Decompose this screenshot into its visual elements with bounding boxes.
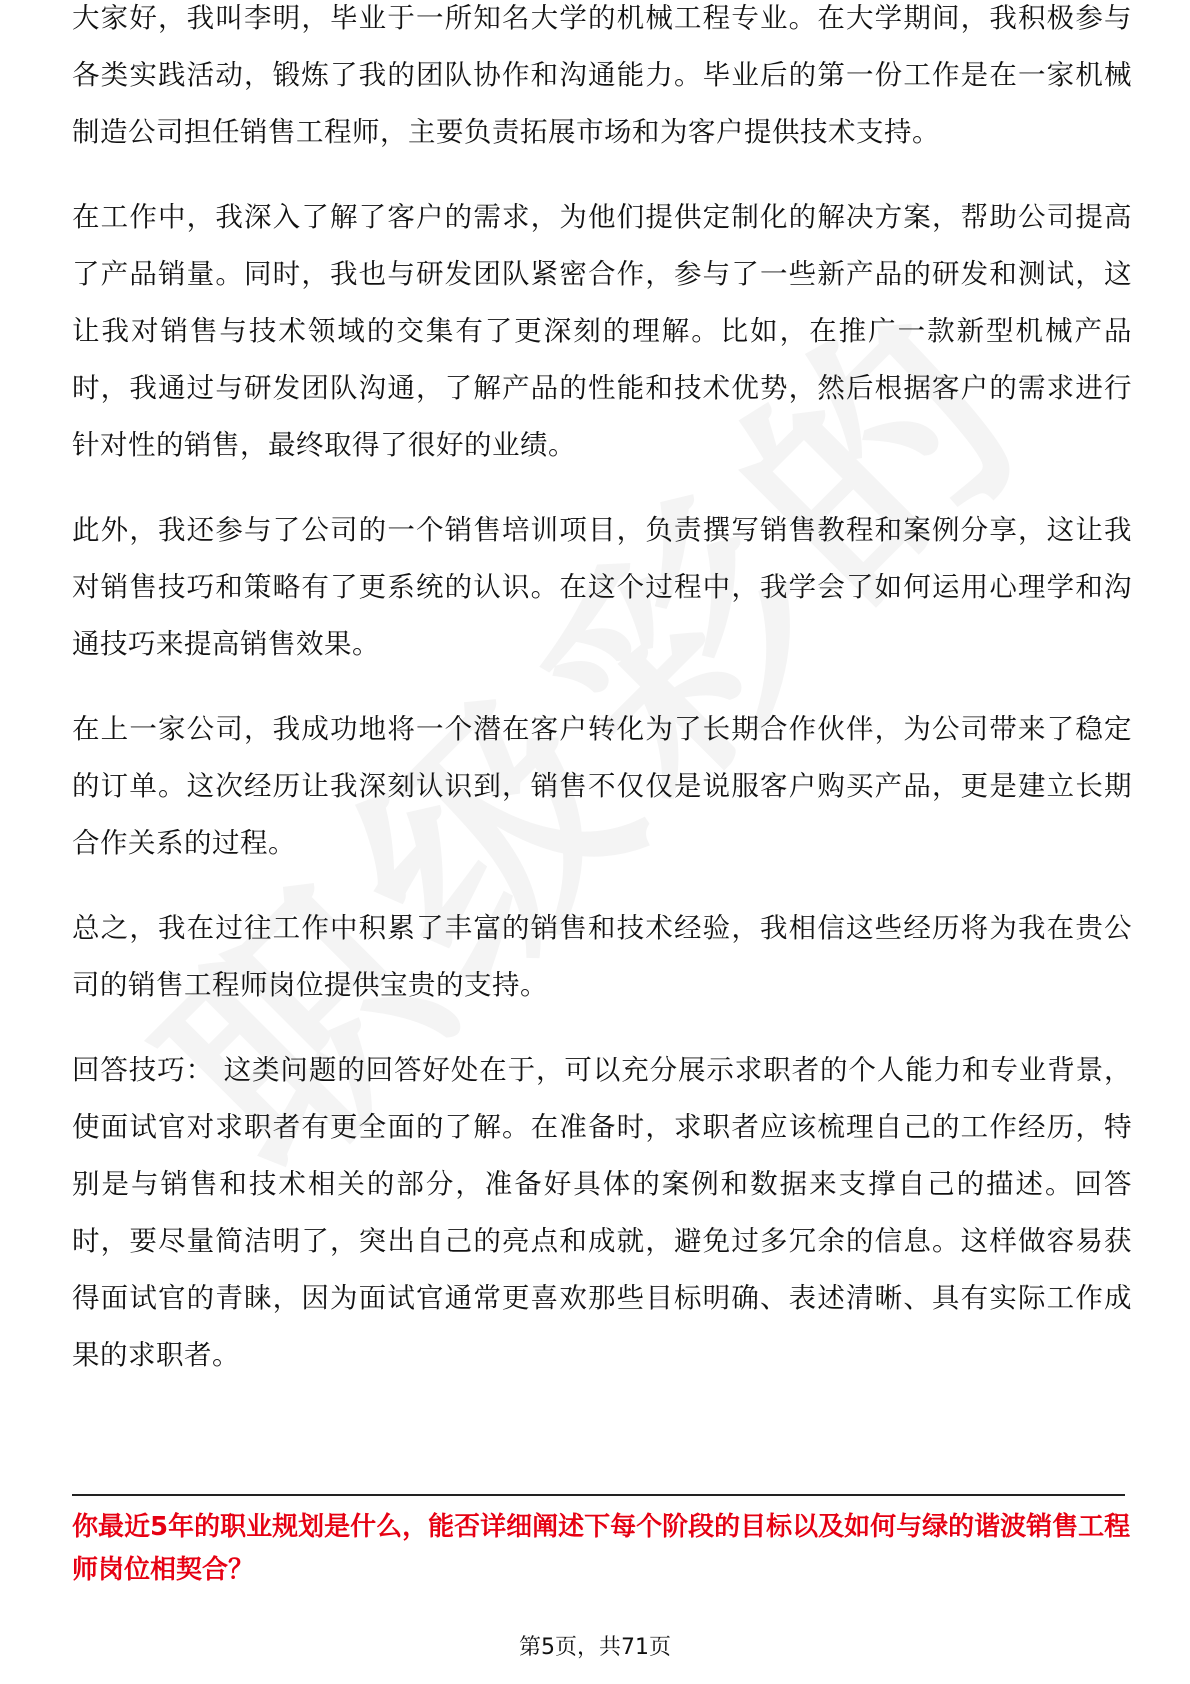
paragraph-intro: 大家好，我叫李明，毕业于一所知名大学的机械工程专业。在大学期间，我积极参与各类实践活动，锻炼了我的团队协作和沟通能力。毕业后的第一份工作是在一家机械制造公司担任销售工程师，主要负责拓展市场和为客户提供技术支持。: [72, 2, 1132, 148]
paragraph-answer-tips: 回答技巧： 这类问题的回答好处在于，可以充分展示求职者的个人能力和专业背景，使面试官对求职者有更全面的了解。在准备时，求职者应该梳理自己的工作经历，特别是与销售和技术相关的部分，准备好具体的案例和数据来支撑自己的描述。回答时，要尽量简洁明了，突出自己的亮点和成就，避免过多冗余的信息。这样做容易获得面试官的青睐，因为面试官通常更喜欢那些目标明确、表述清晰、具有实际工作成果的求职者。: [72, 1054, 1132, 1371]
paragraph-previous-company: 在上一家公司，我成功地将一个潜在客户转化为了长期合作伙伴，为公司带来了稳定的订单。这次经历让我深刻认识到，销售不仅仅是说服客户购买产品，更是建立长期合作关系的过程。: [72, 713, 1132, 859]
paragraph-training: 此外，我还参与了公司的一个销售培训项目，负责撰写销售教程和案例分享，这让我对销售技巧和策略有了更系统的认识。在这个过程中，我学会了如何运用心理学和沟通技巧来提高销售效果。: [72, 514, 1132, 660]
paragraph-work: 在工作中，我深入了解了客户的需求，为他们提供定制化的解决方案，帮助公司提高了产品销量。同时，我也与研发团队紧密合作，参与了一些新产品的研发和测试，这让我对销售与技术领域的交集有了更深刻的理解。比如，在推广一款新型机械产品时，我通过与研发团队沟通，了解产品的性能和技术优势，然后根据客户的需求进行针对性的销售，最终取得了很好的业绩。: [72, 201, 1132, 461]
paragraph-summary: 总之，我在过往工作中积累了丰富的销售和技术经验，我相信这些经历将为我在贵公司的销售工程师岗位提供宝贵的支持。: [72, 912, 1132, 1001]
page-number: 第5页，共71页: [519, 1635, 671, 1660]
section-divider: [72, 1494, 1125, 1496]
next-question-heading: 你最近5年的职业规划是什么，能否详细阐述下每个阶段的目标以及如何与绿的谐波销售工程师岗位相契合？: [72, 1512, 1131, 1585]
document-body: [72, 2, 1132, 1412]
